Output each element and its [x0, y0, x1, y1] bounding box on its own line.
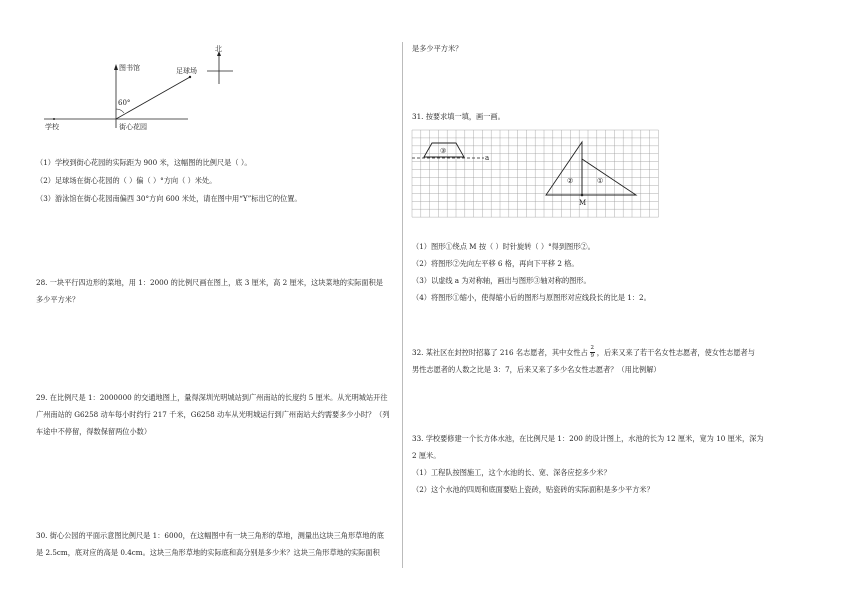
q32-line1-a: 32. 某社区在封控时招募了 216 名志愿者，其中女性占	[412, 348, 588, 357]
school-label: 学校	[45, 123, 59, 131]
q29-line3: 车途中不停留，得数保留两位小数）	[36, 427, 152, 436]
q31-part2: （2）将图形②先向左平移 6 格，再向下平移 2 格。	[412, 259, 579, 268]
angle-label: 60°	[118, 99, 131, 107]
q33-line1: 33. 学校要修建一个长方体水池，在比例尺是 1：200 的设计图上，水池的长为 12 厘米，宽为 10 厘米，深为	[412, 434, 764, 443]
q33-part2: （2）这个水池的四周和底面要贴上瓷砖，贴瓷砖的实际面积是多少平方米？	[412, 485, 654, 494]
q27-part2: （2）足球场在街心花园的（ ）偏（ ）°方向（ ）米处。	[36, 176, 217, 185]
q30-continuation: 是多少平方米？	[412, 44, 463, 53]
q31-part1: （1）图形①绕点 M 按（ ）时针旋转（ ）°得到图形②。	[412, 242, 595, 251]
shape1-label: ①	[597, 177, 604, 185]
q33-part1: （1）工程队按图施工，这个水池的长、宽、深各应挖多少米？	[412, 468, 611, 477]
library-label: 图书馆	[119, 64, 140, 72]
q32-frac-den: 9	[590, 353, 595, 359]
q29-line2: 广州南站的 G6258 动车每小时约行 217 千米，G6258 动车从光明城运行到广州南站大约需要多少小时？（列	[36, 410, 390, 419]
direction-figure	[40, 40, 240, 140]
q29-line1: 29. 在比例尺是 1：2000000 的交通地图上，量得深圳光明城站到广州南站的长度约 5 厘米。从光明城站开往	[36, 393, 388, 402]
q31-part4: （4）将图形①缩小，使得缩小后的图形与原图形对应线段长的比是 1：2。	[412, 293, 651, 302]
grid-figure	[412, 130, 658, 230]
q33-line2: 2 厘米。	[412, 451, 441, 460]
q32-line1-b: ，后来又来了若干名女性志愿者，使女性志愿者与	[596, 348, 755, 357]
q30-line1: 30. 街心公园的平面示意图比例尺是 1：6000，在这幅图中有一块三角形的草地，测量出这块三角形草地的底	[36, 531, 384, 540]
q32-fraction	[589, 347, 596, 359]
axis-a-label: a	[485, 154, 490, 162]
q28-line1: 28. 一块平行四边形的菜地，用 1：2000 的比例尺画在图上，底 3 厘米，高 2 厘米，这块菜地的实际面积是	[36, 278, 383, 287]
q27-part1: （1）学校到街心花园的实际距为 900 米，这幅图的比例尺是（ ）。	[36, 158, 252, 167]
q32-frac-num: 2	[590, 345, 595, 351]
q32-line2: 男性志愿者的人数之比是 3：7，后来又来了多少名女性志愿者？（用比例解）	[412, 365, 661, 374]
football-label: 足球场	[176, 67, 197, 75]
q28-line2: 多少平方米？	[36, 295, 80, 304]
garden-label: 街心花园	[119, 123, 147, 131]
q31-title: 31. 按要求填一填，画一画。	[412, 112, 505, 121]
q30-line2: 是 2.5cm，底对应的高是 0.4cm。这块三角形草地的实际底和高分别是多少米？这块三角形草地的实际面积	[36, 548, 380, 557]
shape2-label: ②	[567, 177, 574, 185]
q27-part3: （3）游泳馆在街心花园南偏西 30°方向 600 米处，请在图中用“Y”标出它的位置。	[36, 194, 302, 203]
point-m-label: M	[579, 199, 587, 207]
q32-line1	[412, 347, 755, 359]
q31-part3: （3）以虚线 a 为对称轴，画出与图形③轴对称的图形。	[412, 276, 591, 285]
north-label: 北	[215, 45, 222, 53]
column-divider	[402, 42, 403, 568]
shape3-label: ③	[440, 147, 447, 155]
